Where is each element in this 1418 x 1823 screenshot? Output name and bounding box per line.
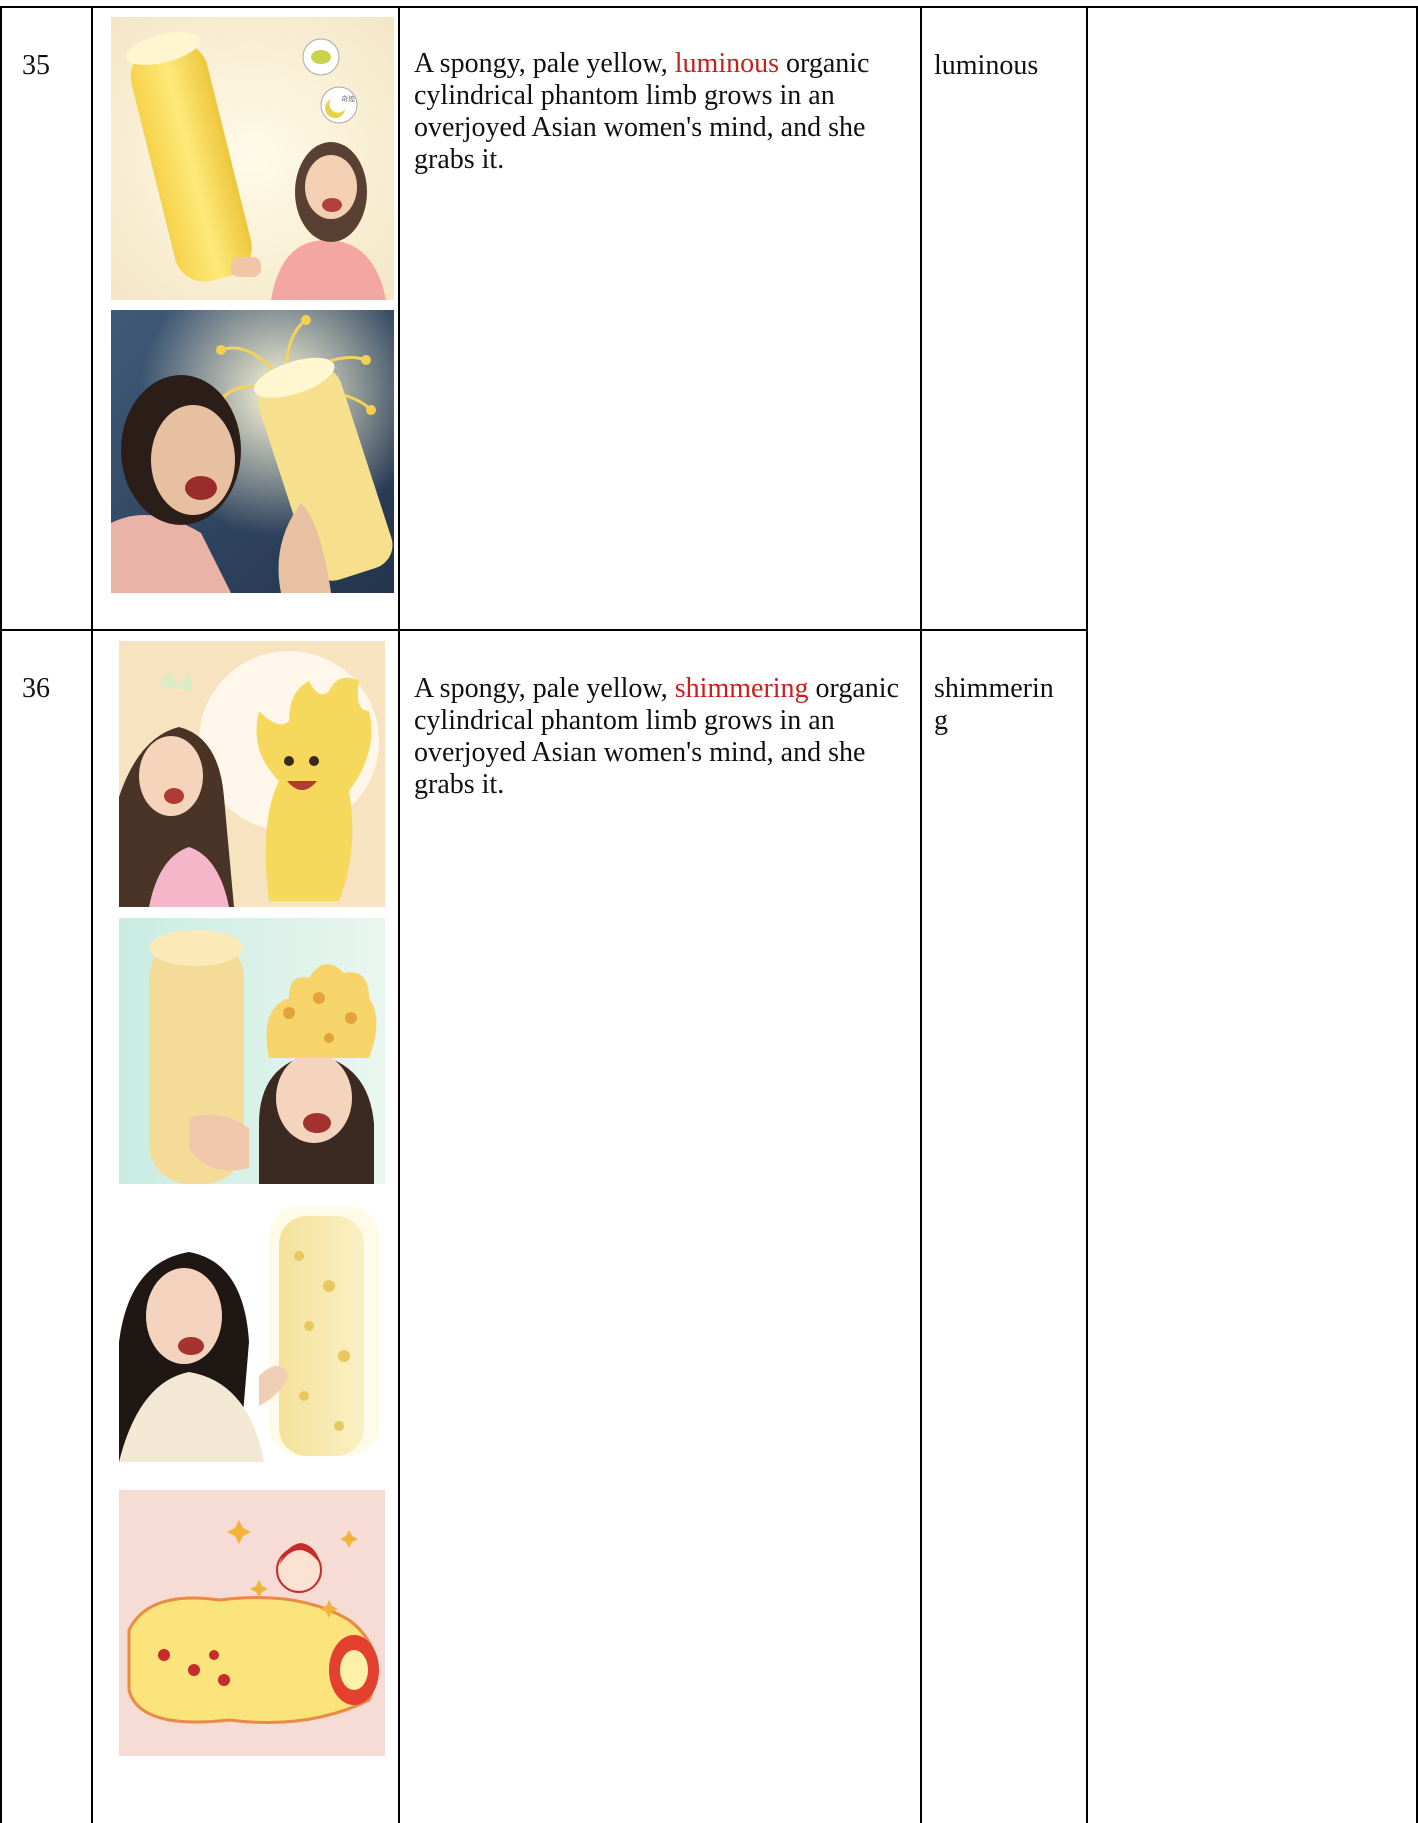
generated-image <box>119 641 385 907</box>
prompt-text <box>414 48 904 176</box>
generated-image <box>111 17 394 300</box>
table-border <box>398 7 400 1823</box>
prompt-highlight: shimmering <box>674 673 809 704</box>
generated-image <box>111 310 394 593</box>
table-border <box>0 7 2 1823</box>
keyword-line: shimmerin <box>934 673 1054 704</box>
generated-image <box>119 918 385 1184</box>
prompt-highlight: luminous <box>674 48 780 79</box>
table-border <box>0 6 1418 8</box>
keyword <box>934 673 1054 737</box>
row-number: 35 <box>22 50 50 81</box>
image-sign-text: 奇迹 <box>341 95 355 103</box>
row-number: 36 <box>22 673 50 704</box>
prompt-text-end: organic cylindrical phantom limb grows in an overjoyed Asian women's mind, and she grabs it. <box>414 673 899 800</box>
generated-image <box>119 1490 385 1756</box>
table-border <box>920 7 922 1823</box>
prompt-text-end: organic cylindrical phantom limb grows in an overjoyed Asian women's mind, and she grabs it. <box>414 48 870 175</box>
keyword-line: g <box>934 705 948 736</box>
prompt-text <box>414 673 904 801</box>
keyword: luminous <box>934 50 1039 81</box>
prompt-text-start: A spongy, pale yellow, <box>414 48 675 79</box>
prompt-text-start: A spongy, pale yellow, <box>414 673 675 704</box>
table-border <box>1086 7 1088 1823</box>
table-border <box>0 629 1088 631</box>
generated-image <box>119 1196 385 1462</box>
table-border <box>91 7 93 1823</box>
